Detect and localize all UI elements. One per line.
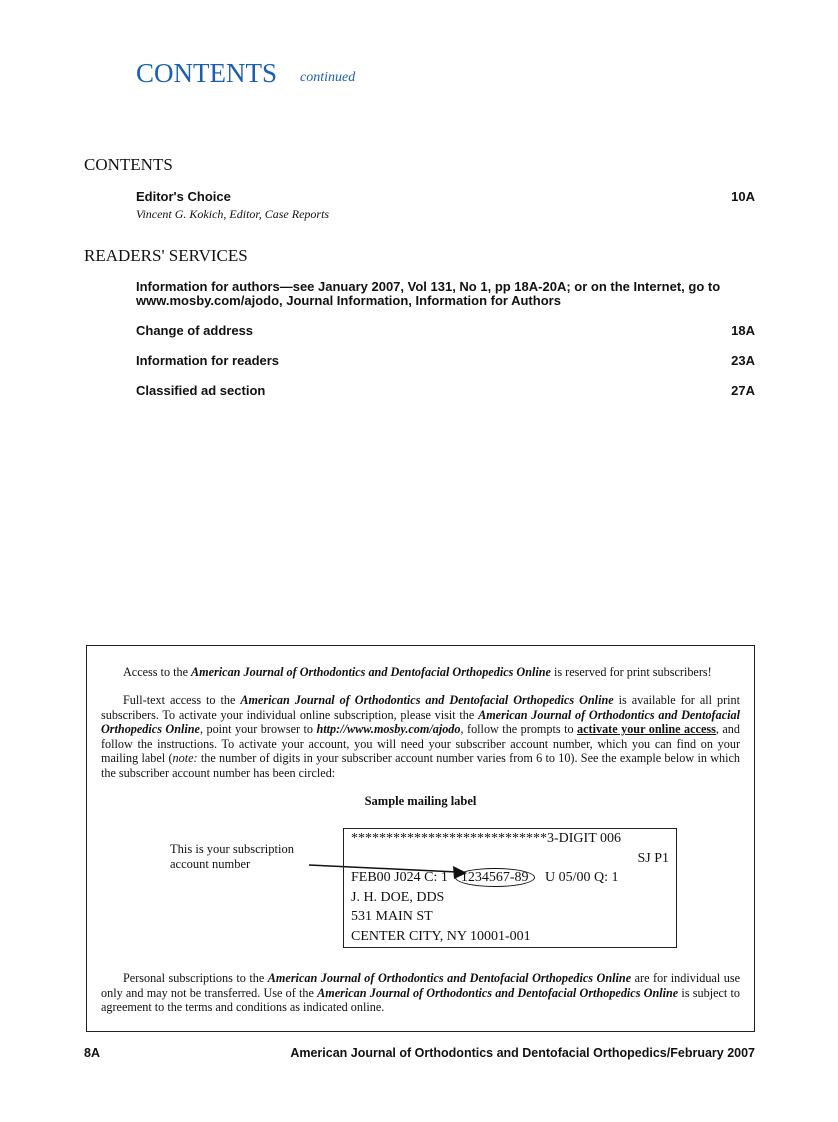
entry-title: Classified ad section (136, 383, 266, 398)
toc-entry[interactable] (136, 323, 755, 338)
account-number-circled: 1234567-89 (455, 868, 535, 887)
toc-entry[interactable] (136, 383, 755, 398)
callout-text: This is your subscription account number (170, 842, 294, 871)
label-line: CENTER CITY, NY 10001-001 (351, 928, 531, 944)
entry-title: Information for readers (136, 353, 280, 368)
page-title: CONTENTS (136, 58, 277, 88)
activate-access-link[interactable]: activate your online access (577, 722, 716, 736)
label-line: ****************************3-DIGIT 006 (351, 831, 622, 846)
footer-page-number: 8A (84, 1046, 100, 1060)
notice-paragraph-2: Full-text access to the American Journal of Orthodontics and Dentofacial Orthopedics Online is available for all print subscribers. To activate your individual online subscription, please visit the American Journal of Orthodontics and Dentofacial Orthopedics Online, point your browser to http://www.mosby.com/ajodo, follow the prompts to activate your online access, and follow the instructions. To activate your account, you will need your subscriber account number, which you can find on your mailing label (note: the number of digits in your subscriber account number varies from 6 to 10). See the example below in which the subscriber account number has been circled: (101, 693, 740, 780)
label-line: SJ P1 (637, 850, 669, 866)
sample-label-title: Sample mailing label (364, 794, 477, 808)
entry-page: 27A (731, 383, 755, 398)
label-line: FEB00 J024 C: 1 1234567-89 U 05/00 Q: 1 (351, 870, 619, 885)
label-line: 531 MAIN ST (351, 909, 433, 924)
online-access-notice (86, 645, 755, 1032)
toc-entry[interactable] (136, 353, 755, 368)
journal-url-link[interactable]: http://www.mosby.com/ajodo (316, 722, 461, 736)
entry-page: 18A (731, 323, 755, 338)
notice-paragraph-3: Personal subscriptions to the American Journal of Orthodontics and Dentofacial Orthopedics Online are for individual use only and may not be transferred. Use of the American Journal of Orthodontics and Dentofacial Orthopedics Online is subject to agreement to the terms and conditions as indicated online. (101, 971, 741, 1014)
section-heading-readers-services: READERS' SERVICES (84, 246, 248, 265)
section-heading-contents: CONTENTS (84, 155, 173, 174)
toc-entry[interactable] (136, 280, 726, 308)
entry-page: 10A (731, 189, 755, 204)
toc-entry[interactable] (136, 189, 755, 204)
page-footer (84, 1046, 755, 1060)
entry-page: 23A (731, 353, 755, 368)
label-line: J. H. DOE, DDS (351, 889, 445, 905)
notice-paragraph-1: Access to the American Journal of Orthodontics and Dentofacial Orthopedics Online is reserved for print subscribers! (123, 665, 712, 679)
entry-byline: Vincent G. Kokich, Editor, Case Reports (136, 207, 330, 221)
entry-title: Information for authors—see January 2007, Vol 131, No 1, pp 18A-20A; or on the Internet, go to www.mosby.com/ajodo, Journal Information, Information for Authors (136, 279, 721, 308)
footer-journal: American Journal of Orthodontics and Dentofacial Orthopedics/February 2007 (290, 1046, 755, 1060)
continued-label: continued (300, 70, 356, 85)
entry-title: Editor's Choice (136, 189, 231, 204)
sample-mailing-label (343, 828, 677, 948)
entry-title: Change of address (136, 323, 254, 338)
